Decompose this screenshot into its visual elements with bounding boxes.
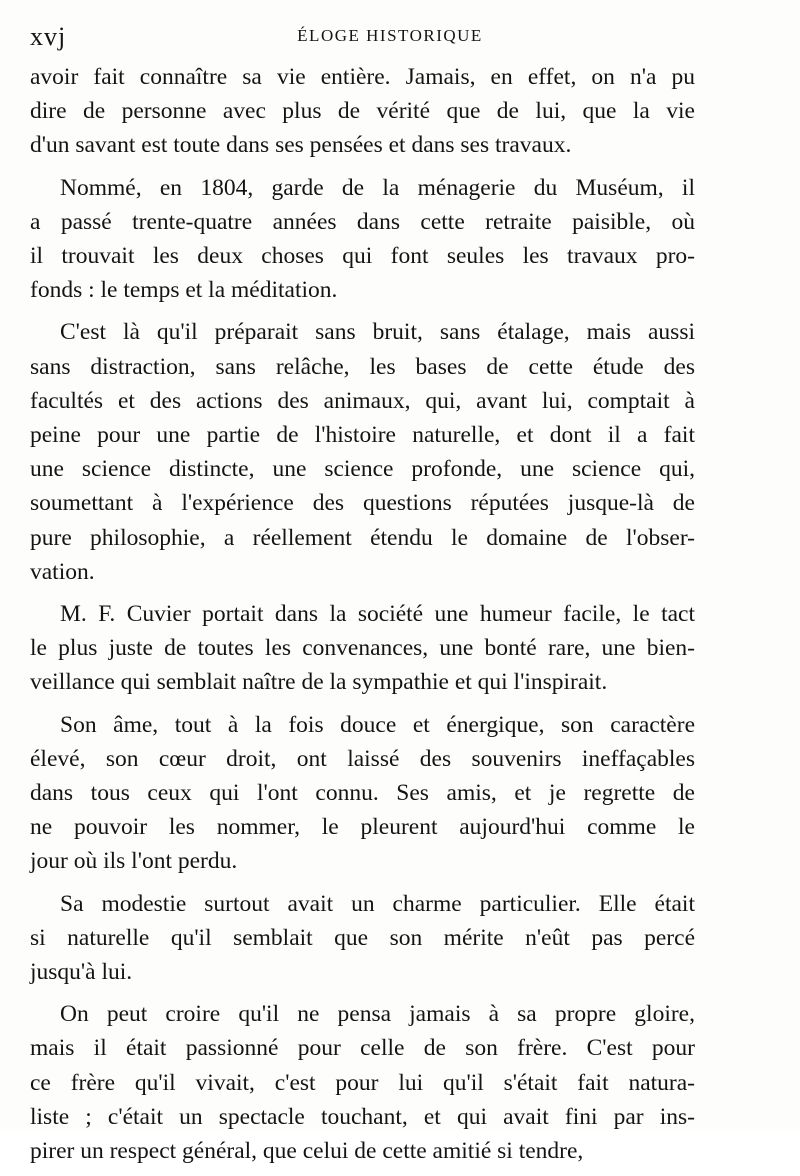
text-line: dans tous ceux qui l'ont connu. Ses amis, et je regrette de [30,780,695,807]
text-line: facultés et des actions des animaux, qui, avant lui, comptait à [30,387,695,414]
text-line: si naturelle qu'il semblait que son mérite n'eût pas percé [30,924,695,951]
text-line: jusqu'à lui. [30,959,133,986]
text-line: une science distincte, une science profonde, une science qui, [30,456,695,483]
text-line: ne pouvoir les nommer, le pleurent aujourd'hui comme le [30,814,695,841]
text-line: M. F. Cuvier portait dans la société une humeur facile, le tact [60,601,695,628]
text-line: le plus juste de toutes les convenances, une bonté rare, une bien- [30,635,695,662]
text-line: dire de personne avec plus de vérité que de lui, que la vie [30,98,695,125]
text-line: sans distraction, sans relâche, les bases de cette étude des [30,353,695,380]
paragraph [30,315,695,589]
text-line: pirer un respect général, que celui de cette amitié si tendre, [30,1138,584,1165]
text-line: C'est là qu'il préparait sans bruit, sans étalage, mais aussi [60,319,695,346]
paragraph [30,887,695,990]
text-line: soumettant à l'expérience des questions réputées jusque-là de [30,490,695,517]
page-number: xvj [30,22,67,51]
text-line: jour où ils l'ont perdu. [30,848,238,875]
text-line: vation. [30,558,95,585]
text-line: Sa modestie surtout avait un charme particulier. Elle était [60,890,695,917]
running-head [30,22,770,52]
text-line: il trouvait les deux choses qui font seules les travaux pro- [30,243,695,270]
text-line: élevé, son cœur droit, ont laissé des souvenirs ineffaçables [30,745,695,772]
text-line: mais il était passionné pour celle de son frère. C'est pour [30,1035,695,1062]
text-line: fonds : le temps et la méditation. [30,277,338,304]
text-line: Nommé, en 1804, garde de la ménagerie du Muséum, il [60,174,695,201]
body-text [30,60,695,1176]
running-title: ÉLOGE HISTORIQUE [297,26,483,45]
text-line: peine pour une partie de l'histoire naturelle, et dont il a fait [30,422,695,449]
text-line: liste ; c'était un spectacle touchant, et qui avait fini par ins- [30,1103,695,1130]
text-line: On peut croire qu'il ne pensa jamais à sa propre gloire, [60,1001,695,1028]
text-line: d'un savant est toute dans ses pensées et dans ses travaux. [30,132,572,159]
text-line: pure philosophie, a réellement étendu le domaine de l'obser- [30,524,695,551]
text-line: Son âme, tout à la fois douce et énergique, son caractère [60,711,695,738]
paragraph [30,597,695,700]
paragraph [30,708,695,879]
paragraph [30,171,695,308]
text-line: avoir fait connaître sa vie entière. Jamais, en effet, on n'a pu [30,64,695,90]
text-line: veillance qui semblait naître de la sympathie et qui l'inspirait. [30,669,608,696]
text-line: a passé trente-quatre années dans cette retraite paisible, où [30,208,695,235]
paragraph [30,997,695,1168]
text-line: ce frère qu'il vivait, c'est pour lui qu'il s'était fait natura- [30,1069,695,1096]
paragraph [30,60,695,163]
